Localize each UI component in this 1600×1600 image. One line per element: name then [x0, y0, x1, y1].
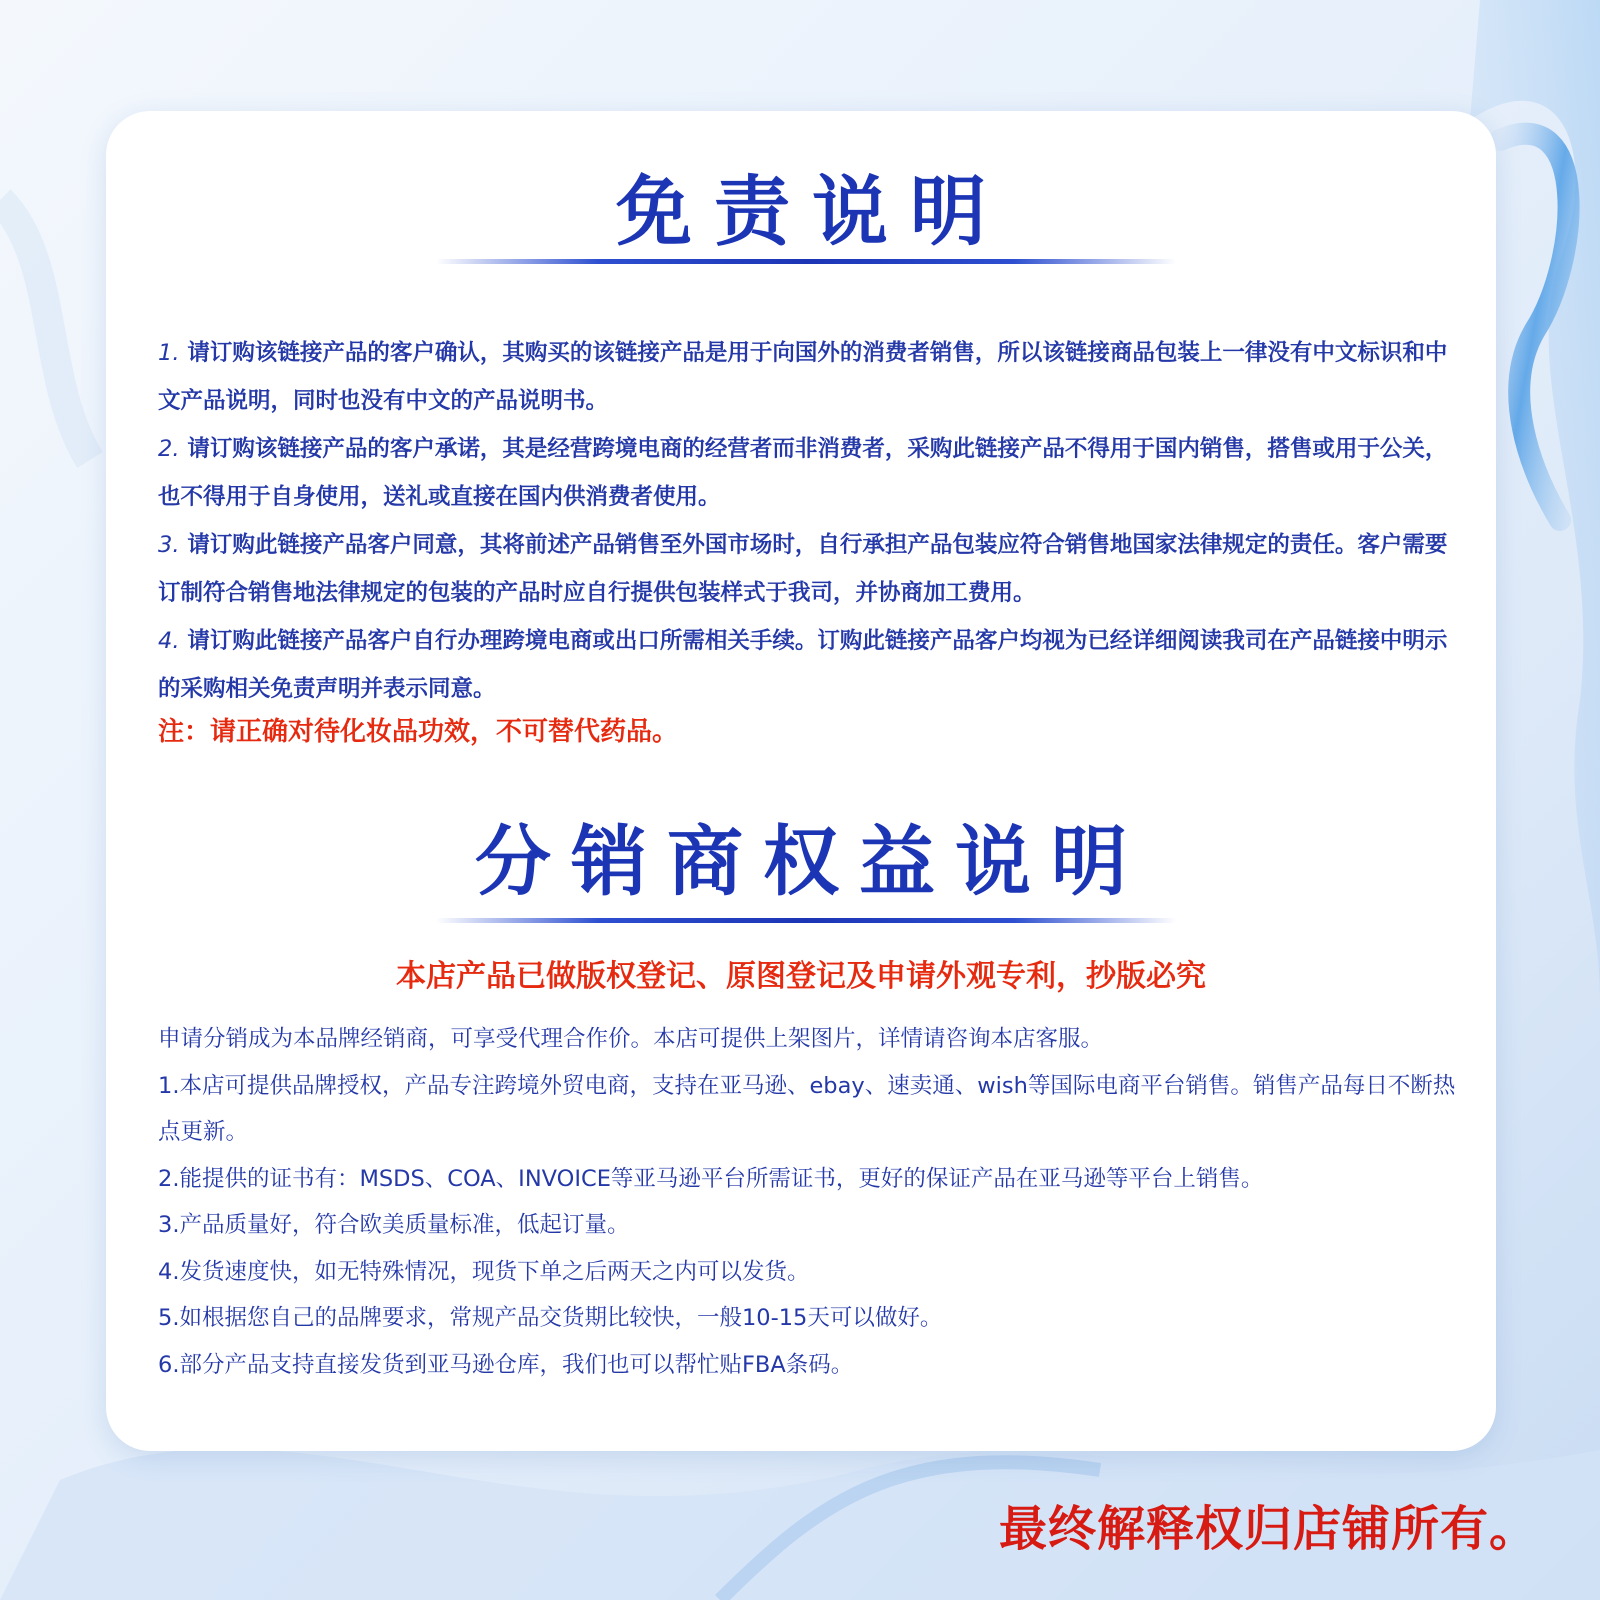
final-interpretation-note: 最终解释权归店铺所有。 [998, 1501, 1538, 1557]
rights-line: 申请分销成为本品牌经销商，可享受代理合作价。本店可提供上架图片，详情请咨询本店客服。 [158, 1026, 1104, 1052]
disclaimer-title: 免责说明 [616, 167, 1008, 256]
rights-line: 1.本店可提供品牌授权，产品专注跨境外贸电商，支持在亚马逊、ebay、速卖通、wish等国际电商平台销售。销售产品每日不断热点更新。 [158, 1072, 1456, 1145]
disclaimer-item [158, 425, 1448, 521]
item-text: 请订购该链接产品的客户承诺，其是经营跨境电商的经营者而非消费者，采购此链接产品不得用于国内销售，搭售或用于公关，也不得用于自身使用，送礼或直接在国内供消费者使用。 [158, 436, 1448, 510]
item-text: 请订购该链接产品的客户确认，其购买的该链接产品是用于向国外的消费者销售，所以该链接商品包装上一律没有中文标识和中文产品说明，同时也没有中文的产品说明书。 [158, 340, 1448, 414]
rights-line: 3.产品质量好，符合欧美质量标准，低起订量。 [158, 1212, 630, 1238]
disclaimer-item [158, 329, 1448, 425]
rights-line: 4.发货速度快，如无特殊情况，现货下单之后两天之内可以发货。 [158, 1258, 810, 1285]
content-card [106, 111, 1496, 1451]
title-underline [436, 259, 1176, 264]
cosmetics-note: 注：请正确对待化妆品功效，不可替代药品。 [158, 717, 679, 747]
disclaimer-item [158, 521, 1448, 617]
item-number: 2. [158, 436, 180, 462]
distributor-rights-list [158, 1016, 1458, 1388]
item-number: 3. [158, 532, 180, 558]
distributor-title: 分销商权益说明 [475, 817, 1147, 906]
rights-line: 2.能提供的证书有：MSDS、COA、INVOICE等亚马逊平台所需证书，更好的保证产品在亚马逊等平台上销售。 [158, 1165, 1264, 1192]
item-text: 请订购此链接产品客户自行办理跨境电商或出口所需相关手续。订购此链接产品客户均视为已经详细阅读我司在产品链接中明示的采购相关免责声明并表示同意。 [158, 628, 1448, 702]
rights-line: 5.如根据您自己的品牌要求，常规产品交货期比较快，一般10-15天可以做好。 [158, 1305, 943, 1331]
rights-line: 6.部分产品支持直接发货到亚马逊仓库，我们也可以帮忙贴FBA条码。 [158, 1351, 854, 1378]
disclaimer-item [158, 617, 1448, 713]
item-text: 请订购此链接产品客户同意，其将前述产品销售至外国市场时，自行承担产品包装应符合销售地国家法律规定的责任。客户需要订制符合销售地法律规定的包装的产品时应自行提供包装样式于我司，并协商加工费用。 [158, 532, 1448, 606]
item-number: 1. [158, 340, 180, 366]
item-number: 4. [158, 628, 180, 654]
copyright-notice: 本店产品已做版权登记、原图登记及申请外观专利，抄版必究 [396, 959, 1206, 994]
title-underline [436, 918, 1176, 923]
disclaimer-list [158, 329, 1448, 713]
